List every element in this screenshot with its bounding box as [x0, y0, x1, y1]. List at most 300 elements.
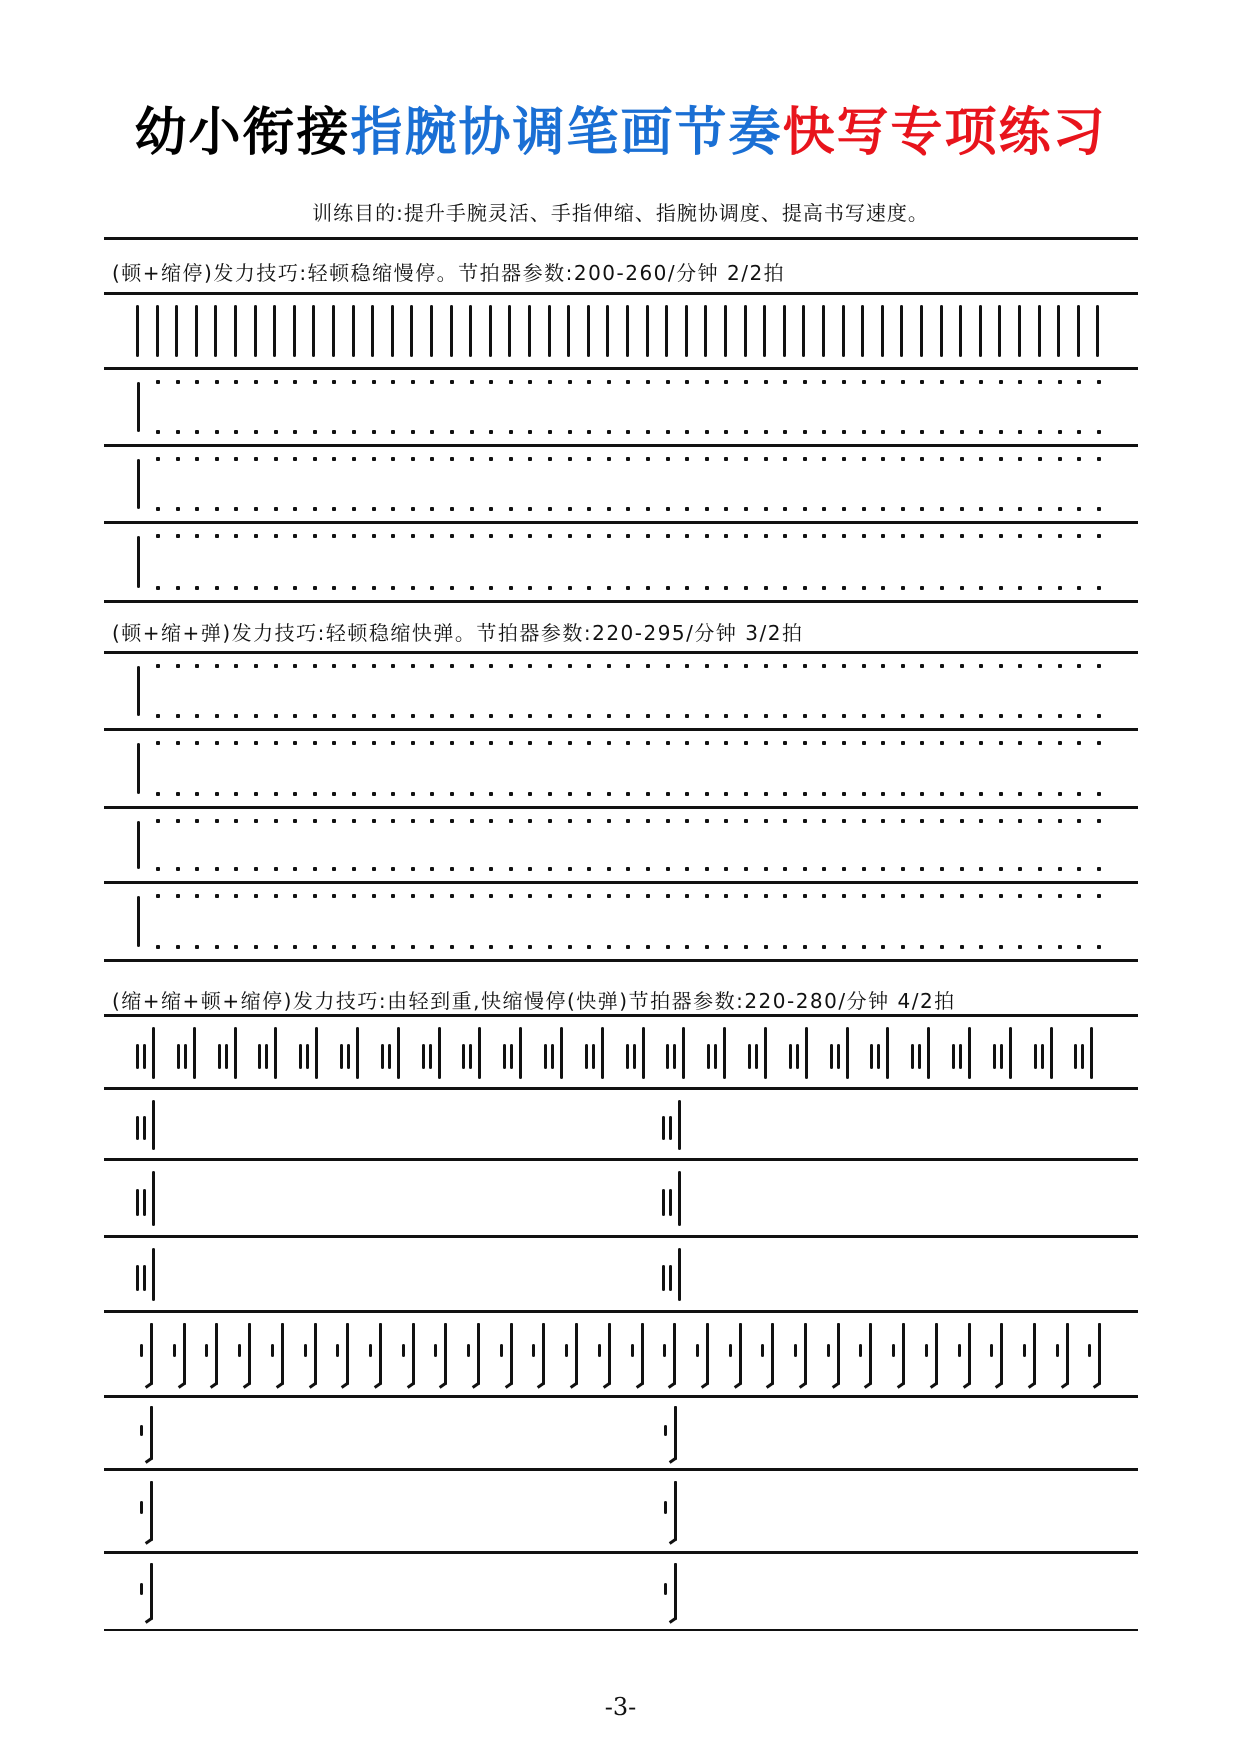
trace-dot-icon — [744, 380, 748, 384]
trace-dot-icon — [901, 945, 905, 949]
trace-dot-icon — [450, 586, 454, 590]
trace-dot-icon — [391, 457, 395, 461]
trace-dot-icon — [764, 792, 768, 796]
trace-dot-icon — [391, 586, 395, 590]
trace-dot-icon — [391, 741, 395, 745]
trace-dot-icon — [568, 430, 572, 434]
trace-dot-icon — [764, 819, 768, 823]
trace-dot-icon — [195, 894, 199, 898]
trace-dot-icon — [509, 534, 513, 538]
short-stroke-icon — [892, 1344, 895, 1357]
trace-dot-icon — [626, 586, 630, 590]
short-stroke-icon — [369, 1344, 372, 1357]
trace-dot-icon — [979, 664, 983, 668]
hook-stroke-group-icon — [631, 1313, 651, 1395]
hook-stroke-group-icon — [892, 1313, 912, 1395]
trace-dot-icon — [979, 714, 983, 718]
short-stroke-icon — [664, 1425, 667, 1436]
trace-dot-icon — [450, 792, 454, 796]
trace-dot-icon — [783, 867, 787, 871]
vertical-hook-icon — [706, 1323, 709, 1385]
trace-dot-icon — [901, 507, 905, 511]
short-stroke-icon — [1034, 1044, 1037, 1069]
shrink-shrink-pause-group-icon — [462, 1017, 486, 1087]
short-stroke-icon — [662, 1265, 665, 1291]
trace-dot-icon — [803, 534, 807, 538]
trace-dot-icon — [587, 380, 591, 384]
trace-dot-icon — [548, 534, 552, 538]
section-1-header: (顿+缩停)发力技巧:轻顿稳缩慢停。节拍器参数:200-260/分钟 2/2拍 — [112, 261, 786, 285]
trace-dot-icon — [195, 534, 199, 538]
trace-dot-icon — [705, 507, 709, 511]
trace-dot-icon — [940, 586, 944, 590]
vertical-stroke-icon — [312, 305, 315, 357]
hook-stroke-group-icon — [140, 1471, 160, 1551]
trace-dot-icon — [332, 714, 336, 718]
trace-dot-icon — [195, 430, 199, 434]
trace-dot-icon — [411, 945, 415, 949]
vertical-hook-icon — [150, 1563, 153, 1620]
trace-dot-icon — [920, 792, 924, 796]
trace-dot-icon — [1018, 457, 1022, 461]
short-stroke-icon — [666, 1044, 669, 1069]
trace-dot-icon — [450, 819, 454, 823]
trace-dot-icon — [156, 792, 160, 796]
trace-dot-icon — [626, 741, 630, 745]
trace-dot-icon — [1018, 430, 1022, 434]
trace-dot-icon — [411, 430, 415, 434]
trace-dot-icon — [313, 741, 317, 745]
trace-dot-icon — [960, 534, 964, 538]
trace-dot-icon — [176, 714, 180, 718]
title-part-blue: 指腕协调笔画节奏 — [350, 102, 783, 163]
trace-dot-icon — [705, 945, 709, 949]
trace-dot-icon — [803, 380, 807, 384]
shrink-shrink-pause-group-icon — [136, 1017, 160, 1087]
trace-dot-icon — [313, 867, 317, 871]
trace-dot-icon — [901, 894, 905, 898]
trace-dot-icon — [254, 457, 258, 461]
trace-dot-icon — [999, 945, 1003, 949]
vertical-hook-icon — [1066, 1323, 1069, 1385]
vertical-hook-icon — [674, 1481, 677, 1542]
trace-dot-icon — [332, 664, 336, 668]
trace-dot-icon — [666, 430, 670, 434]
hook-stroke-group-icon — [369, 1313, 389, 1395]
trace-dot-icon — [332, 507, 336, 511]
trace-dot-icon — [332, 586, 336, 590]
hook-stroke-group-icon — [467, 1313, 487, 1395]
trace-dot-icon — [626, 894, 630, 898]
trace-dot-icon — [685, 867, 689, 871]
trace-dot-icon — [1018, 507, 1022, 511]
trace-dot-icon — [607, 457, 611, 461]
vertical-stroke-icon — [822, 305, 825, 357]
vertical-hook-icon — [281, 1323, 284, 1385]
short-stroke-icon — [827, 1344, 830, 1357]
trace-dot-icon — [391, 819, 395, 823]
trace-dot-icon — [587, 741, 591, 745]
long-stroke-icon — [846, 1027, 849, 1079]
trace-dot-icon — [881, 380, 885, 384]
trace-dot-icon — [705, 792, 709, 796]
title-part-black: 幼小衔接 — [134, 102, 351, 163]
trace-dot-icon — [862, 457, 866, 461]
vertical-stroke-icon — [137, 536, 140, 588]
trace-dot-icon — [744, 586, 748, 590]
trace-dot-icon — [470, 894, 474, 898]
trace-dot-icon — [528, 586, 532, 590]
trace-dot-icon — [901, 867, 905, 871]
trace-dot-icon — [489, 867, 493, 871]
trace-dot-icon — [352, 534, 356, 538]
short-stroke-icon — [429, 1044, 432, 1069]
trace-dot-icon — [920, 714, 924, 718]
vertical-hook-icon — [935, 1323, 938, 1385]
trace-dot-icon — [215, 894, 219, 898]
trace-dot-icon — [372, 586, 376, 590]
long-stroke-icon — [397, 1027, 400, 1079]
trace-dot-icon — [156, 380, 160, 384]
trace-dot-icon — [862, 664, 866, 668]
trace-dot-icon — [176, 586, 180, 590]
short-stroke-icon — [696, 1344, 699, 1357]
trace-dot-icon — [313, 945, 317, 949]
short-stroke-icon — [707, 1044, 710, 1069]
short-stroke-icon — [258, 1044, 261, 1069]
trace-dot-icon — [666, 507, 670, 511]
trace-dot-icon — [862, 894, 866, 898]
practice-row-strokes — [104, 295, 1138, 367]
trace-dot-icon — [195, 507, 199, 511]
trace-dot-icon — [470, 380, 474, 384]
trace-dot-icon — [940, 819, 944, 823]
trace-dot-icon — [901, 534, 905, 538]
trace-dot-icon — [920, 867, 924, 871]
trace-dot-icon — [822, 792, 826, 796]
trace-dot-icon — [1097, 534, 1101, 538]
vertical-stroke-icon — [137, 896, 140, 947]
trace-dot-icon — [352, 741, 356, 745]
short-stroke-icon — [265, 1044, 268, 1069]
trace-dot-icon — [332, 819, 336, 823]
long-stroke-icon — [678, 1171, 681, 1226]
short-stroke-icon — [136, 1044, 139, 1069]
trace-dot-icon — [195, 380, 199, 384]
trace-dot-icon — [1038, 741, 1042, 745]
trace-dot-icon — [940, 741, 944, 745]
trace-dot-icon — [881, 819, 885, 823]
trace-dot-icon — [764, 430, 768, 434]
trace-dot-icon — [1038, 867, 1042, 871]
trace-dot-icon — [705, 867, 709, 871]
trace-dot-icon — [764, 945, 768, 949]
trace-dot-icon — [626, 507, 630, 511]
trace-dot-icon — [940, 894, 944, 898]
practice-row-dots — [104, 370, 1138, 444]
trace-dot-icon — [352, 380, 356, 384]
short-stroke-icon — [1074, 1044, 1077, 1069]
practice-row-samples — [104, 1090, 1138, 1158]
trace-dot-icon — [842, 894, 846, 898]
trace-dot-icon — [587, 867, 591, 871]
trace-dot-icon — [352, 664, 356, 668]
short-stroke-icon — [140, 1501, 143, 1514]
vertical-stroke-icon — [175, 305, 178, 357]
trace-dot-icon — [332, 945, 336, 949]
vertical-hook-icon — [215, 1323, 218, 1385]
trace-dot-icon — [607, 586, 611, 590]
hook-stroke-group-icon — [598, 1313, 618, 1395]
trace-dot-icon — [489, 664, 493, 668]
trace-dot-icon — [1097, 430, 1101, 434]
trace-dot-icon — [293, 507, 297, 511]
trace-dot-icon — [607, 664, 611, 668]
trace-dot-icon — [724, 792, 728, 796]
trace-dot-icon — [999, 741, 1003, 745]
trace-dot-icon — [254, 819, 258, 823]
trace-dot-icon — [862, 380, 866, 384]
hook-stroke-group-icon — [336, 1313, 356, 1395]
short-stroke-icon — [796, 1044, 799, 1069]
trace-dot-icon — [1038, 507, 1042, 511]
long-stroke-icon — [193, 1027, 196, 1079]
short-stroke-icon — [958, 1344, 961, 1357]
trace-dot-icon — [705, 664, 709, 668]
vertical-hook-icon — [902, 1323, 905, 1385]
trace-dot-icon — [822, 741, 826, 745]
trace-dot-icon — [783, 792, 787, 796]
hook-stroke-group-icon — [271, 1313, 291, 1395]
trace-dot-icon — [509, 457, 513, 461]
trace-dot-icon — [274, 457, 278, 461]
vertical-stroke-icon — [137, 666, 140, 716]
trace-dot-icon — [646, 664, 650, 668]
trace-dot-icon — [979, 534, 983, 538]
trace-dot-icon — [254, 534, 258, 538]
long-stroke-icon — [1050, 1027, 1053, 1079]
trace-dot-icon — [293, 664, 297, 668]
trace-dot-icon — [372, 457, 376, 461]
trace-dot-icon — [1077, 819, 1081, 823]
long-stroke-icon — [1090, 1027, 1093, 1079]
vertical-stroke-icon — [156, 305, 159, 357]
trace-dot-icon — [685, 792, 689, 796]
vertical-hook-icon — [869, 1323, 872, 1385]
vertical-hook-icon — [674, 1563, 677, 1620]
trace-dot-icon — [1058, 741, 1062, 745]
trace-dot-icon — [548, 586, 552, 590]
trace-dot-icon — [391, 430, 395, 434]
vertical-stroke-icon — [1018, 305, 1021, 357]
trace-dot-icon — [489, 894, 493, 898]
trace-dot-icon — [607, 380, 611, 384]
trace-dot-icon — [744, 741, 748, 745]
trace-dot-icon — [1038, 430, 1042, 434]
trace-dot-icon — [666, 792, 670, 796]
trace-dot-icon — [626, 792, 630, 796]
trace-dot-icon — [862, 430, 866, 434]
hook-stroke-group-icon — [1056, 1313, 1076, 1395]
short-stroke-icon — [598, 1344, 601, 1357]
trace-dot-icon — [862, 945, 866, 949]
trace-dot-icon — [979, 741, 983, 745]
hook-stroke-group-icon — [729, 1313, 749, 1395]
short-stroke-icon — [140, 1583, 143, 1595]
short-stroke-icon — [340, 1044, 343, 1069]
short-stroke-icon — [669, 1189, 672, 1216]
trace-dot-icon — [783, 507, 787, 511]
trace-dot-icon — [764, 534, 768, 538]
trace-dot-icon — [489, 945, 493, 949]
vertical-stroke-icon — [744, 305, 747, 357]
trace-dot-icon — [646, 457, 650, 461]
trace-dot-icon — [293, 819, 297, 823]
trace-dot-icon — [764, 741, 768, 745]
trace-dot-icon — [940, 664, 944, 668]
trace-dot-icon — [1097, 457, 1101, 461]
trace-dot-icon — [332, 741, 336, 745]
vertical-stroke-icon — [626, 305, 629, 357]
trace-dot-icon — [587, 792, 591, 796]
shrink-shrink-pause-group-icon — [544, 1017, 568, 1087]
trace-dot-icon — [1058, 380, 1062, 384]
trace-dot-icon — [764, 894, 768, 898]
vertical-hook-icon — [608, 1323, 611, 1385]
trace-dot-icon — [1058, 945, 1062, 949]
trace-dot-icon — [254, 664, 258, 668]
trace-dot-icon — [724, 507, 728, 511]
trace-dot-icon — [470, 457, 474, 461]
short-stroke-icon — [544, 1044, 547, 1069]
trace-dot-icon — [176, 792, 180, 796]
short-stroke-icon — [837, 1044, 840, 1069]
trace-dot-icon — [352, 586, 356, 590]
trace-dot-icon — [528, 664, 532, 668]
vertical-hook-icon — [248, 1323, 251, 1385]
trace-dot-icon — [646, 894, 650, 898]
trace-dot-icon — [783, 945, 787, 949]
vertical-stroke-icon — [254, 305, 257, 357]
trace-dot-icon — [783, 586, 787, 590]
short-stroke-icon — [402, 1344, 405, 1357]
trace-dot-icon — [332, 534, 336, 538]
short-stroke-icon — [959, 1044, 962, 1069]
trace-dot-icon — [881, 867, 885, 871]
short-stroke-icon — [859, 1344, 862, 1357]
training-purpose: 训练目的:提升手腕灵活、手指伸缩、指腕协调度、提高书写速度。 — [312, 201, 929, 225]
trace-dot-icon — [646, 380, 650, 384]
vertical-stroke-icon — [195, 305, 198, 357]
trace-dot-icon — [587, 457, 591, 461]
vertical-stroke-icon — [332, 305, 335, 357]
title-part-red: 快写专项练习 — [782, 102, 1107, 163]
trace-dot-icon — [313, 507, 317, 511]
trace-dot-icon — [470, 430, 474, 434]
trace-dot-icon — [744, 819, 748, 823]
trace-dot-icon — [156, 457, 160, 461]
trace-dot-icon — [176, 867, 180, 871]
trace-dot-icon — [979, 792, 983, 796]
trace-dot-icon — [920, 741, 924, 745]
trace-dot-icon — [587, 534, 591, 538]
shrink-shrink-pause-group-icon — [789, 1017, 813, 1087]
trace-dot-icon — [313, 586, 317, 590]
vertical-stroke-icon — [998, 305, 1001, 357]
short-stroke-icon — [1081, 1044, 1084, 1069]
trace-dot-icon — [764, 867, 768, 871]
trace-dot-icon — [254, 380, 258, 384]
trace-dot-icon — [960, 792, 964, 796]
trace-dot-icon — [979, 586, 983, 590]
trace-dot-icon — [999, 819, 1003, 823]
shrink-shrink-pause-group-icon — [299, 1017, 323, 1087]
trace-dot-icon — [901, 430, 905, 434]
trace-dot-icon — [332, 380, 336, 384]
trace-dot-icon — [842, 586, 846, 590]
trace-dot-icon — [666, 819, 670, 823]
trace-dot-icon — [862, 507, 866, 511]
long-stroke-icon — [438, 1027, 441, 1079]
trace-dot-icon — [254, 586, 258, 590]
trace-dot-icon — [1038, 534, 1042, 538]
trace-dot-icon — [430, 819, 434, 823]
trace-dot-icon — [607, 507, 611, 511]
vertical-hook-icon — [510, 1323, 513, 1385]
vertical-stroke-icon — [430, 305, 433, 357]
hook-stroke-group-icon — [205, 1313, 225, 1395]
trace-dot-icon — [489, 430, 493, 434]
trace-dot-icon — [881, 534, 885, 538]
trace-dot-icon — [920, 380, 924, 384]
short-stroke-icon — [238, 1344, 241, 1357]
trace-dot-icon — [313, 457, 317, 461]
trace-dot-icon — [372, 945, 376, 949]
trace-dot-icon — [979, 867, 983, 871]
vertical-hook-icon — [379, 1323, 382, 1385]
trace-dot-icon — [430, 741, 434, 745]
trace-dot-icon — [822, 430, 826, 434]
trace-dot-icon — [842, 741, 846, 745]
short-stroke-icon — [177, 1044, 180, 1069]
short-stroke-icon — [469, 1044, 472, 1069]
trace-dot-icon — [274, 380, 278, 384]
trace-dot-icon — [176, 507, 180, 511]
practice-row-samples — [104, 1161, 1138, 1235]
short-stroke-icon — [669, 1265, 672, 1291]
trace-dot-icon — [842, 457, 846, 461]
trace-dot-icon — [234, 714, 238, 718]
vertical-stroke-icon — [371, 305, 374, 357]
trace-dot-icon — [313, 380, 317, 384]
vertical-stroke-icon — [1096, 305, 1099, 357]
hook-stroke-group-icon — [565, 1313, 585, 1395]
trace-dot-icon — [430, 507, 434, 511]
trace-dot-icon — [724, 430, 728, 434]
trace-dot-icon — [666, 534, 670, 538]
vertical-stroke-icon — [724, 305, 727, 357]
short-stroke-icon — [755, 1044, 758, 1069]
short-stroke-icon — [218, 1044, 221, 1069]
trace-dot-icon — [685, 664, 689, 668]
trace-dot-icon — [803, 507, 807, 511]
shrink-shrink-pause-group-icon — [422, 1017, 446, 1087]
vertical-stroke-icon — [352, 305, 355, 357]
practice-row-hook-samples — [104, 1471, 1138, 1551]
long-stroke-icon — [152, 1100, 155, 1150]
trace-dot-icon — [587, 664, 591, 668]
long-stroke-icon — [315, 1027, 318, 1079]
